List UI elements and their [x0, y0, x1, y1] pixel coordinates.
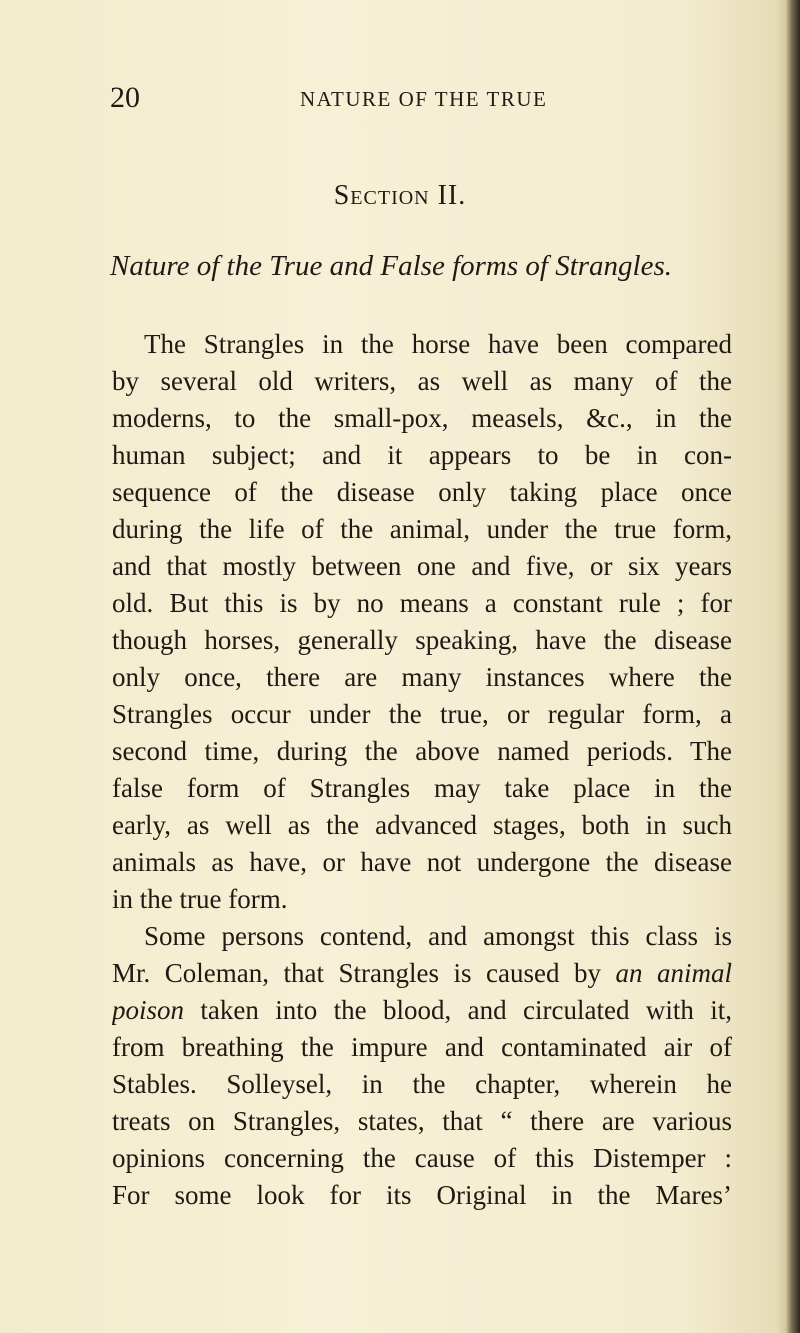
page-number: 20: [110, 81, 140, 114]
text-line: Strangles occur under the true, or regular form, a: [112, 699, 732, 729]
text-line: though horses, generally speaking, have the disease: [112, 625, 732, 655]
text-line: For some look for its Original in the Mares’: [112, 1180, 732, 1210]
text-line: early, as well as the advanced stages, both in such: [112, 810, 732, 840]
section-title: Section II.: [333, 180, 467, 211]
text-line: The Strangles in the horse have been compared: [144, 329, 732, 359]
text-line: [112, 992, 732, 1029]
italic-span: poison: [112, 995, 185, 1025]
text-line: false form of Strangles may take place in the: [112, 773, 732, 803]
text-span: taken into the blood, and circulated with it,: [184, 995, 732, 1025]
text-line: sequence of the disease only taking place once: [112, 477, 732, 507]
running-head: NATURE OF THE TRUE: [300, 87, 548, 111]
text-line: only once, there are many instances where the: [112, 662, 732, 692]
text-line: treats on Strangles, states, that “ there are various: [112, 1106, 732, 1136]
page-header: [0, 78, 800, 118]
body-text: [112, 326, 732, 1214]
text-line: human subject; and it appears to be in con-: [112, 440, 732, 470]
text-line: Some persons contend, and amongst this class is: [144, 921, 732, 951]
italic-span: an animal: [615, 958, 732, 988]
text-line: opinions concerning the cause of this Distemper :: [112, 1143, 732, 1173]
page-edge-shadow: [786, 0, 800, 1333]
text-line: [112, 955, 732, 992]
text-span: Mr. Coleman, that Strangles is caused by: [112, 958, 616, 988]
section-subtitle: Nature of the True and False forms of Strangles.: [110, 250, 673, 282]
text-line: old. But this is by no means a constant rule ; for: [112, 588, 732, 618]
text-line: Stables. Solleysel, in the chapter, wherein he: [112, 1069, 732, 1099]
text-line: animals as have, or have not undergone the disease: [112, 847, 732, 877]
text-line: and that mostly between one and five, or six years: [112, 551, 732, 581]
text-line: by several old writers, as well as many of the: [112, 366, 732, 396]
text-line: during the life of the animal, under the true form,: [112, 514, 732, 544]
text-line: second time, during the above named periods. The: [112, 736, 732, 766]
text-line: in the true form.: [112, 884, 288, 914]
text-line: moderns, to the small-pox, measels, &c., in the: [112, 403, 732, 433]
text-line: from breathing the impure and contaminated air of: [112, 1032, 732, 1062]
